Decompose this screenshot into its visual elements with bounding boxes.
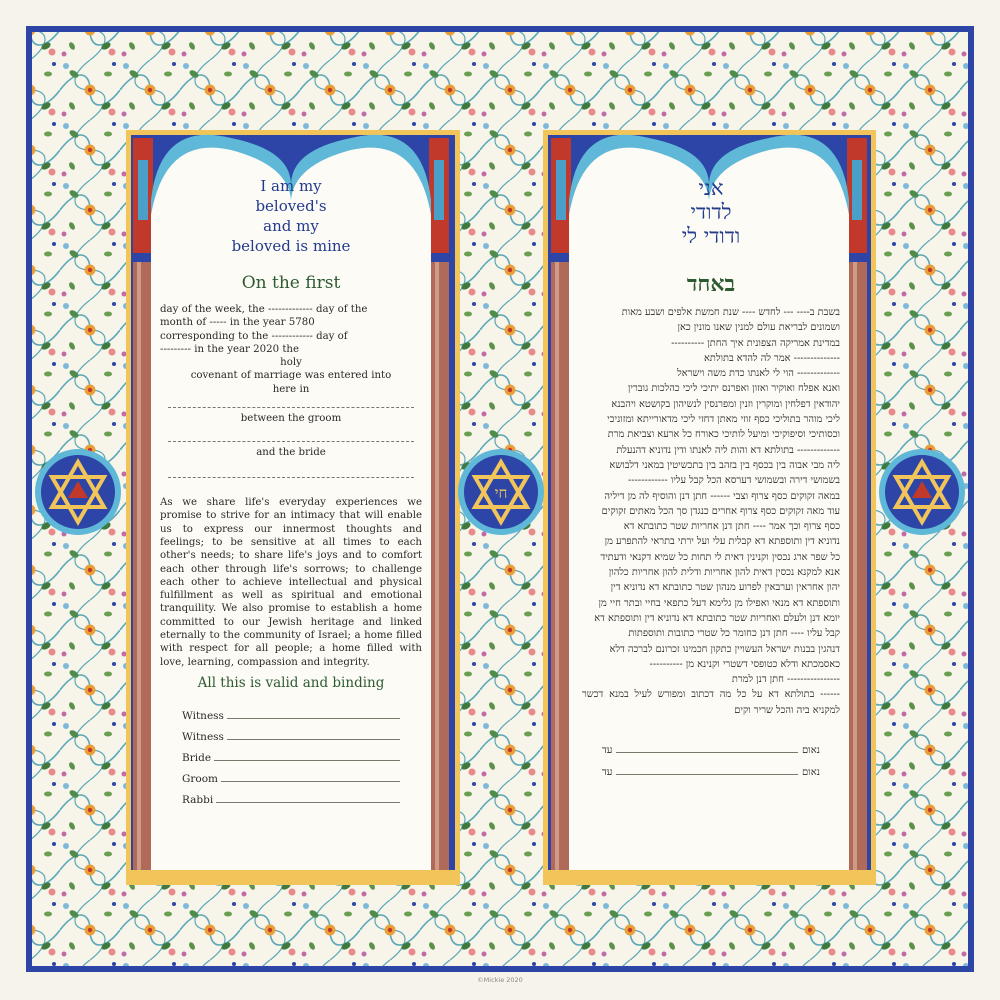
hebrew-text-line: -------------- אמר לה להדא בתולתא [704, 352, 840, 364]
hebrew-text-panel [572, 255, 850, 865]
hebrew-text-line: ---------------- חתן דנן למרת [731, 674, 840, 686]
hebrew-text-line: וכסותיכי וסיפוקיכי ומיעל לותיכי כאורח כל ארעא וצביאת מרת [607, 429, 840, 441]
bride-label: and the bride [256, 447, 326, 459]
hebrew-text-line: כסף צרוף וכך אמר ---- חתן דנן אחריות שטר כתובתא דא [623, 521, 840, 533]
date-line: day of the week, the ------------- day of the [160, 304, 368, 315]
star-of-david-left-icon [35, 449, 121, 535]
date-line: covenant of marriage was entered into [190, 370, 392, 382]
hebrew-text-line: עוד מאה זקוקים כסף צרוף אחרים כנגדן סך הכל מאתים זקוקים [601, 505, 840, 517]
hebrew-text-line: יהון אחראין וערבאין לפרוע מנהון שטר כתובתא דא נדוניא דין [610, 582, 840, 594]
promise-text: As we share life's everyday experiences we promise to strive for an intimacy that will enable us to express our innermost thoughts and feelings; to be sensitive at all times to each other's needs; to share life's joys and to comfort each other through life's sorrows; to challenge each other to achieve intellectual and physical fulfillment as well as spiritual and emotional tranquility. We also promise to establish a home committed to our Jewish heritage and linked eternally to the community of Israel; a home filled with respect for all people; a home filled with love, learning, compassion and integrity. [160, 497, 422, 668]
date-line: here in [272, 383, 310, 395]
english-title: On the first [241, 273, 341, 293]
groom-label: between the groom [240, 413, 342, 425]
hebrew-text-line: נדוניא דין ותוספתא דא קבלית עלי ועל ירתי בתראי להתפרע מן [604, 536, 840, 548]
english-text-panel [150, 255, 432, 865]
hebrew-text-line: קבל עליו ---- חתן דנן כחומר כל שטרי כתובות ותוספתות [628, 628, 840, 640]
hebrew-text-line: ואנא אפלח ואוקיר ואזון ואפרנס יתיכי ליכי כהלכות גוברין [627, 383, 840, 395]
signature-row[interactable]: Bride [182, 743, 400, 764]
hebrew-text-line: ליה מבי אבוה בין בכסף בין בזהב בין בתכשיטין במאני דלבושא [609, 459, 840, 471]
hebrew-text-line: כל שפר ארג נכסין וקנינין דאית לי תחות כל שמיא דקנאי ודעתיד [600, 551, 840, 563]
english-heading: I am my beloved's and my beloved is mine [231, 177, 351, 255]
hebrew-witness-row[interactable]: נאום עד [602, 767, 820, 779]
location-line[interactable] [168, 476, 414, 478]
hebrew-text-line: יומא דנן ולעלם ואחריות שטר כתובתא דא נדוניא דין ותוספתא דא [594, 612, 840, 624]
hebrew-witness-row[interactable]: נאום עד [602, 745, 820, 757]
date-line: --------- in the year 2020 the [160, 343, 300, 355]
date-line: holy [280, 357, 302, 369]
hebrew-text-line: ------------- הוי לי לאנתו כדת משה וישראל [677, 368, 840, 380]
hebrew-text-line: במאה זקוקים כסף צרוף וצבי ------ חתן דנן והוסיף לה מן דיליה [604, 490, 840, 502]
bride-name-line[interactable] [168, 440, 414, 442]
hebrew-text-line: ותוספתא דא מנאי ואפילו מן גלימא דעל כתפאי בחיי ובתר חיי מן [598, 597, 840, 609]
signature-row[interactable]: Rabbi [182, 785, 400, 806]
hebrew-text-line: כאסמכתא ודלא כטופסי דשטרי וקנינא מן ---------- [649, 658, 840, 670]
star-of-david-center-icon [458, 449, 544, 535]
hebrew-text-line: ושמונים לבריאת עולם למנין שאנו מונין כאן [677, 322, 840, 334]
date-line: corresponding to the ------------ day of [160, 330, 348, 342]
star-of-david-right-icon [879, 449, 965, 535]
hebrew-text-line: במדינת אמריקה הצפונית איך החתן ---------- [671, 337, 840, 349]
hebrew-text-line: דנהגין בבנות ישראל העשויין כתקון חכמינו זכרונם לברכה דלא [609, 643, 840, 655]
binding-text: All this is valid and binding [197, 674, 385, 691]
hebrew-heading: אני לדודי ודודי לי [681, 176, 741, 248]
hebrew-text-line: בשמושי דירה ובשמושי דערסא הכל קבל עליו ------------ [628, 475, 840, 487]
hebrew-text-line: ------ בתולתא דא על כל מה דכתוב ומפורש לעיל במנא דכשר למקניא ביה והכל שריר וקים [582, 689, 840, 716]
hebrew-text-line: אנא למקנא נכסין דאית להון אחריות ודלית להון אחריות כלהון [608, 567, 840, 579]
hebrew-text-line: יהודאין דפלחין ומוקרין וזנין ומפרנסין לנשיהון בקושטא ויהבנא [611, 398, 840, 410]
copyright: ©Mickie 2020 [477, 976, 523, 984]
groom-name-line[interactable] [168, 406, 414, 408]
svg-text:חי: חי [494, 484, 508, 502]
hebrew-body [572, 305, 850, 718]
signature-row[interactable]: Witness [182, 701, 400, 722]
hebrew-text-line: בשבת ב---- --- לחדש ---- שנת חמשת אלפים ושבע מאות [621, 307, 840, 318]
hebrew-text-line: ------------- בתולתא דא והות ליה לאנתו ודין נדוניא דהנעלת [616, 444, 840, 456]
signature-row[interactable]: Witness [182, 722, 400, 743]
hebrew-text-line: ליכי מוהר בתוליכי כסף זוזי מאתן דחזי ליכי מדאורייתא ומזוניכי [607, 414, 840, 426]
hebrew-title: באחד [686, 271, 736, 297]
date-line: month of ----- in the year 5780 [160, 317, 315, 329]
signature-row[interactable]: Groom [182, 764, 400, 785]
